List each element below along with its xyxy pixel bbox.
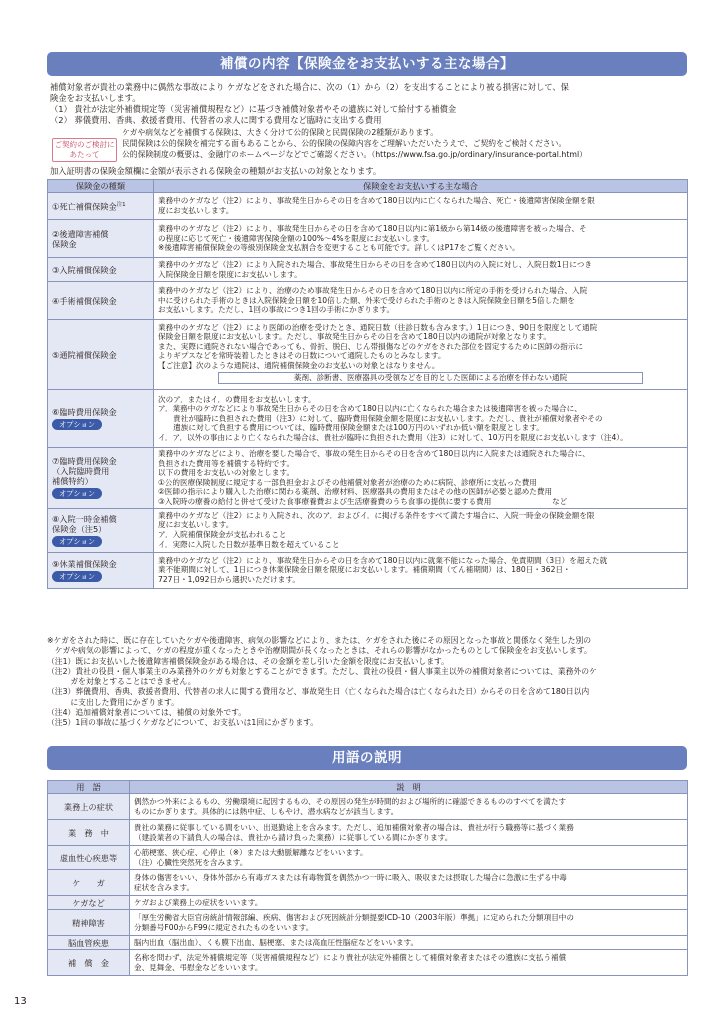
coverage-description-line: よりギプスなどを常時装着したときはその日数について通院したものとみなします。: [158, 351, 446, 361]
coverage-description-line: 遺族に対して負担する費用については、臨時費用保険金額または100万円のいずれか低い額を限度とします。: [158, 423, 544, 433]
coverage-type-label: ③入院補償保険金: [52, 264, 117, 275]
glossary-description-line: 分類番号F00からF99に規定されたものをいいます。: [134, 922, 314, 932]
coverage-description: [154, 320, 688, 390]
coverage-description-line: 業務中のケガなど（注2）により、事故発生日からその日を含めて180日以内に就業不能になった場合、免責期間（3日）を超えた就: [158, 555, 608, 565]
coverage-description-line: ア．入院補償保険金が支払われること: [158, 530, 287, 540]
coverage-description-line: 入院保険金日額を限度にお支払いします。: [158, 269, 302, 279]
coverage-type: [48, 258, 154, 282]
glossary-description-line: （注）心臓性突然死を含みます。: [134, 857, 248, 867]
coverage-description-line: 業務中のケガなど（注2）により入院された場合、事故発生日からその日を含めて180日以内の入院に対し、入院日数1日につき: [158, 259, 592, 269]
glossary-description-line: ものにかぎります。具体的には熱中症、しもやけ、潜水病などが該当します。: [134, 806, 399, 816]
coverage-description-line: 中に受けられた手術のときは入院保険金日額を10倍した額、外来で受けられた手術のときは入院保険金日額を5倍した額を: [158, 295, 575, 305]
glossary-row: [48, 896, 688, 910]
glossary-description-line: 金、見舞金、弔慰金などをいいます。: [134, 962, 263, 972]
coverage-type: [48, 448, 154, 509]
glossary-description-line: （建設業者の下請負人の場合は、貴社から請け負った業務）に従事している間にかぎります。: [134, 832, 453, 842]
glossary-term: 虚血性心疾患等: [48, 846, 130, 870]
glossary-row: [48, 950, 688, 976]
consult-line-1: ケガや病気などを補償する保険は、大きく分けて公的保険と民間保険の2種類があります。: [122, 128, 439, 137]
coverage-description-line: イ．ア．以外の事由により亡くなられた場合は、貴社が臨時に負担された費用（注3）に対して、10万円を限度にお支払いします（注4）。: [158, 432, 628, 442]
glossary-description: [130, 820, 688, 846]
coverage-description: [154, 282, 688, 320]
coverage-description-line: 負担された費用等を補償する特約です。: [158, 458, 295, 468]
glossary-table-header: [48, 781, 688, 794]
glossary-description-line: 貴社の業務に従事している間をいい、出退勤途上を含みます。ただし、追加補償対象者の場合は、貴社が行う職務等に基づく業務: [134, 822, 574, 832]
coverage-description-line: ③入院時の療養の給付と併せて受けた食事療養費および生活療養費のうち食事の提供に要する費用 など: [158, 496, 568, 506]
coverage-description: [154, 193, 688, 220]
table-lead: 加入証明書の保険金額欄に金額が表示される保険金の種類がお支払いの対象となります。: [50, 166, 382, 176]
intro-line-1: 補償対象者が貴社の業務中に偶然な事故により ケガなどをされた場合に、次の（1）から（2）を支出することにより被る損害に対して、保: [50, 82, 569, 92]
note-marker: 注1: [116, 202, 126, 209]
glossary-row: [48, 910, 688, 936]
coverage-description: [154, 220, 688, 258]
glossary-description-line: ケガおよび業務上の症状をいいます。: [134, 897, 263, 907]
coverage-description-line: 業不能期間に対して、1日につき休業保険金日額を限度にお支払いします。補償期間（てん補期間）は、180日・362日・: [158, 565, 571, 575]
coverage-type: [48, 282, 154, 320]
glossary-row: [48, 870, 688, 896]
coverage-description-line: 保険金日額を限度にお支払いします。ただし、事故発生日からその日を含めて180日以内の通院が対象となります。: [158, 332, 551, 342]
glossary-description-line: 心筋梗塞、狭心症、心停止（※）または大動脈解離などをいいます。: [134, 847, 368, 857]
glossary-description: [130, 794, 688, 820]
glossary-term: 業 務 中: [48, 820, 130, 846]
coverage-table-header: [48, 180, 688, 193]
option-badge: オプション: [52, 488, 102, 499]
coverage-type-label: （入院臨時費用: [52, 466, 110, 477]
coverage-description-line: 度にお支払いします。: [158, 520, 234, 530]
coverage-description: [154, 552, 688, 588]
coverage-description-line: の程度に応じて死亡・後遺障害保険金額の100%～4%を限度にお支払いします。: [158, 233, 435, 243]
coverage-description-line: 業務中のケガなど（注2）により、事故発生日からその日を含めて180日以内に亡くなられた場合、死亡・後遺障害保険金額を限: [158, 196, 595, 206]
glossary-description: [130, 936, 688, 950]
section-title-coverage: 補償の内容【保険金をお支払いする主な場合】: [47, 52, 687, 76]
coverage-type: [48, 508, 154, 552]
footnote-line: （注4）追加補償対象者については、補償の対象外です。: [47, 708, 247, 718]
option-badge: オプション: [52, 571, 102, 582]
option-badge: オプション: [52, 536, 102, 547]
intro-item-1: （1） 貴社が法定外補償規定等（災害補償規程など）に基づき補償対象者やその遺族に対して給付する補償金: [50, 104, 457, 114]
glossary-description-line: 症状を含みます。: [134, 882, 195, 892]
header-type: 保険金の種類: [48, 180, 154, 193]
glossary-term: 業務上の症状: [48, 794, 130, 820]
coverage-description-line: 以下の費用をお支払いの対象とします。: [158, 468, 295, 478]
coverage-row: [48, 220, 688, 258]
glossary-description-line: 脳内出血（脳出血）、くも膜下出血、脳梗塞、または高血圧性脳症などをいいます。: [134, 937, 419, 947]
coverage-type-label: [52, 200, 149, 212]
glossary-description-line: 身体の傷害をいい、身体外部から有毒ガスまたは有毒物質を偶然かつ一時に吸入、吸収または摂取した場合に急激に生ずる中毒: [134, 872, 567, 882]
coverage-type-label: 補償特約）: [52, 476, 93, 487]
coverage-row: [48, 282, 688, 320]
coverage-table: [47, 179, 688, 589]
glossary-description-line: 偶然かつ外来によるもの、労働環境に起因するもの、その原因の発生が時間的および場所的に確認できるもののすべてを満たす: [134, 796, 567, 806]
header-desc: 説 明: [130, 781, 688, 794]
coverage-row: [48, 320, 688, 390]
excluded-visit-box: 薬剤、診断書、医療器具の受領などを目的とした医師による治療を伴わない通院: [218, 372, 643, 384]
coverage-type-label: 保険金: [52, 238, 77, 249]
footnote-line: （注2）貴社の役員・個人事業主のみ業務外のケガも対象とすることができます。ただし、貴社の役員・個人事業主以外の補償対象者については、業務外のケ: [47, 666, 597, 676]
coverage-description-line: 【ご注意】次のような通院は、通院補償保険金のお支払いの対象とはなりません。: [158, 360, 440, 370]
coverage-type: [48, 220, 154, 258]
glossary-description: [130, 870, 688, 896]
option-badge: オプション: [52, 419, 102, 430]
coverage-description-line: 次のア．またはイ．の費用をお支払いします。: [158, 394, 316, 404]
glossary-row: [48, 936, 688, 950]
glossary-description: [130, 950, 688, 976]
footnote-line: ケガや病気の影響によって、ケガの程度が重くなったときや治療期間が長くなったときは、それらの影響がなかったものとして保険金をお支払いします。: [47, 646, 592, 656]
coverage-description-line: ※後遺障害補償保険金の等級別保険金支払割合を変更することも可能です。詳しくはP17をご覧ください。: [158, 243, 520, 253]
consult-line-3: 公的保険制度の概要は、金融庁のホームページなどでご確認ください。（https://www.fsa.go.jp/ordinary/insurance-portal.html）: [122, 150, 587, 159]
footnote-line: （注1）既にお支払いした後遺障害補償保険金がある場合は、その金額を差し引いた金額を限度にお支払いします。: [47, 656, 449, 666]
footnote-line: （注5）1回の事故に基づくケガなどについて、お支払いは1回にかぎります。: [47, 718, 319, 728]
consult-line-2: 民間保険は公的保険を補完する面もあることから、公的保険の保障内容をご理解いただいたうえで、ご契約をご検討ください。: [122, 139, 567, 148]
glossary-description: [130, 846, 688, 870]
coverage-type-label: ⑨休業補償保険金: [52, 558, 117, 569]
intro-line-2: 険金をお支払いします。: [50, 93, 141, 103]
glossary-term: 精神障害: [48, 910, 130, 936]
coverage-row: [48, 508, 688, 552]
coverage-row: [48, 390, 688, 448]
coverage-description-line: 業務中のケガなど（注2）により、治療のため事故発生日からその日を含めて180日以内に所定の手術を受けられた場合、入院: [158, 286, 588, 296]
glossary-term: ケ ガ: [48, 870, 130, 896]
coverage-type-label: ⑦臨時費用保険金: [52, 456, 117, 467]
glossary-description: [130, 910, 688, 936]
coverage-description-line: 業務中のケガなどにより、治療を要した場合で、事故の発生日からその日を含めて180日以内に入院または通院された場合に、: [158, 449, 590, 458]
header-term: 用 語: [48, 781, 130, 794]
page-number: 13: [14, 996, 27, 1007]
coverage-description-line: 業務中のケガなど（注2）により医師の治療を受けたとき、通院日数（往診日数も含みます。）1日につき、90日を限度として通院: [158, 322, 598, 332]
footnote-line: ※ケガをされた時に、既に存在していたケガや後遺障害、病気の影響などにより、または、ケガをされた後にその原因となった事故と関係なく発生した別の: [47, 636, 592, 645]
coverage-description-line: ア．業務中のケガなどにより事故発生日からその日を含めて180日以内に亡くなられた場合または後遺障害を被った場合に、: [158, 404, 582, 414]
glossary-description: [130, 896, 688, 910]
coverage-description-line: ②医師の指示により購入した治療に関わる薬剤、治療材料、医療器具の費用またはその他の医師が必要と認めた費用: [158, 487, 553, 497]
intro-item-2: （2） 葬儀費用、香典、救援者費用、代替者の求人に関する費用など臨時に支出する費用: [50, 115, 382, 125]
section-title-glossary: 用語の説明: [47, 746, 687, 770]
footnotes: [47, 636, 687, 729]
coverage-description: [154, 258, 688, 282]
glossary-table: [47, 780, 688, 976]
glossary-row: [48, 846, 688, 870]
glossary-row: [48, 794, 688, 820]
coverage-type-label-text: ①死亡補償保険金: [52, 201, 117, 212]
coverage-description-line: 度にお支払いします。: [158, 206, 234, 215]
coverage-description-line: 727日・1,092日から選択いただけます。: [158, 574, 300, 584]
coverage-row: [48, 193, 688, 220]
coverage-type: [48, 552, 154, 588]
coverage-description: [154, 508, 688, 552]
glossary-row: [48, 820, 688, 846]
coverage-description-line: 業務中のケガなど（注2）により、事故発生日からその日を含めて180日以内に第1級から第14級の後遺障害を被った場合、そ: [158, 224, 587, 234]
footnote-line: （注3）葬儀費用、香典、救援者費用、代替者の求人に関する費用など、事故発生日（亡くなられた場合は亡くなられた日）からその日を含めて180日以内: [47, 687, 590, 697]
coverage-type-label: ④手術補償保険金: [52, 295, 117, 306]
coverage-description-line: 業務中のケガなど（注2）により入院され、次のア．およびイ．に掲げる条件をすべて満たす場合に、入院一時金の保険金額を限: [158, 510, 595, 520]
glossary-description-line: 名称を問わず、法定外補償規定等（災害補償規程など）により貴社が法定外補償として補償対象者またはその遺族に支払う補償: [134, 952, 567, 962]
coverage-row: [48, 448, 688, 509]
coverage-type: [48, 390, 154, 448]
header-case: 保険金をお支払いする主な場合: [154, 180, 688, 193]
coverage-type-label: 保険金（注5）: [52, 523, 107, 534]
coverage-description-line: 貴社が臨時に負担された費用（注3）に対して、臨時費用保険金額を限度にお支払いします。ただし、貴社が補償対象者やその: [158, 413, 603, 423]
coverage-description-line: お支払いします。ただし、1回の事故につき1回の手術にかぎります。: [158, 305, 395, 315]
glossary-term: ケガなど: [48, 896, 130, 910]
coverage-description-line: ①公的医療保険制度に規定する一部負担金およびその他補償対象者が治療のために病院、診療所に支払った費用: [158, 477, 537, 487]
coverage-description-line: イ．実際に入院した日数が基準日数を超えていること: [158, 539, 340, 549]
coverage-type: [48, 193, 154, 220]
coverage-description-line: また、実際に通院されない場合であっても、骨折、脱臼、じん帯損傷などのケガをされた部位を固定するために医師の指示に: [158, 341, 584, 351]
glossary-term: 補 償 金: [48, 950, 130, 976]
coverage-type: [48, 320, 154, 390]
coverage-type-label: ⑧入院一時金補償: [52, 513, 117, 524]
coverage-type-label: ⑤通院補償保険金: [52, 349, 117, 360]
coverage-description: [154, 448, 688, 509]
consult-label-box: [52, 138, 117, 162]
glossary-description-line: 「厚生労働省大臣官房統計情報部編、疾病、傷害および死因統計分類提要ICD-10（2003年版）準拠」に定められた分類項目中の: [134, 912, 574, 922]
glossary-term: 脳血管疾患: [48, 936, 130, 950]
coverage-row: [48, 258, 688, 282]
footnote-line: に支出した費用にかぎります。: [47, 697, 179, 707]
coverage-type-label: ②後遺障害補償: [52, 228, 109, 239]
coverage-row: [48, 552, 688, 588]
coverage-description: [154, 390, 688, 448]
consult-label: ご契約のご検討にあたって: [54, 140, 115, 159]
footnote-line: ガを対象とすることはできません。: [47, 677, 196, 687]
coverage-type-label: ⑥臨時費用保険金: [52, 407, 117, 417]
